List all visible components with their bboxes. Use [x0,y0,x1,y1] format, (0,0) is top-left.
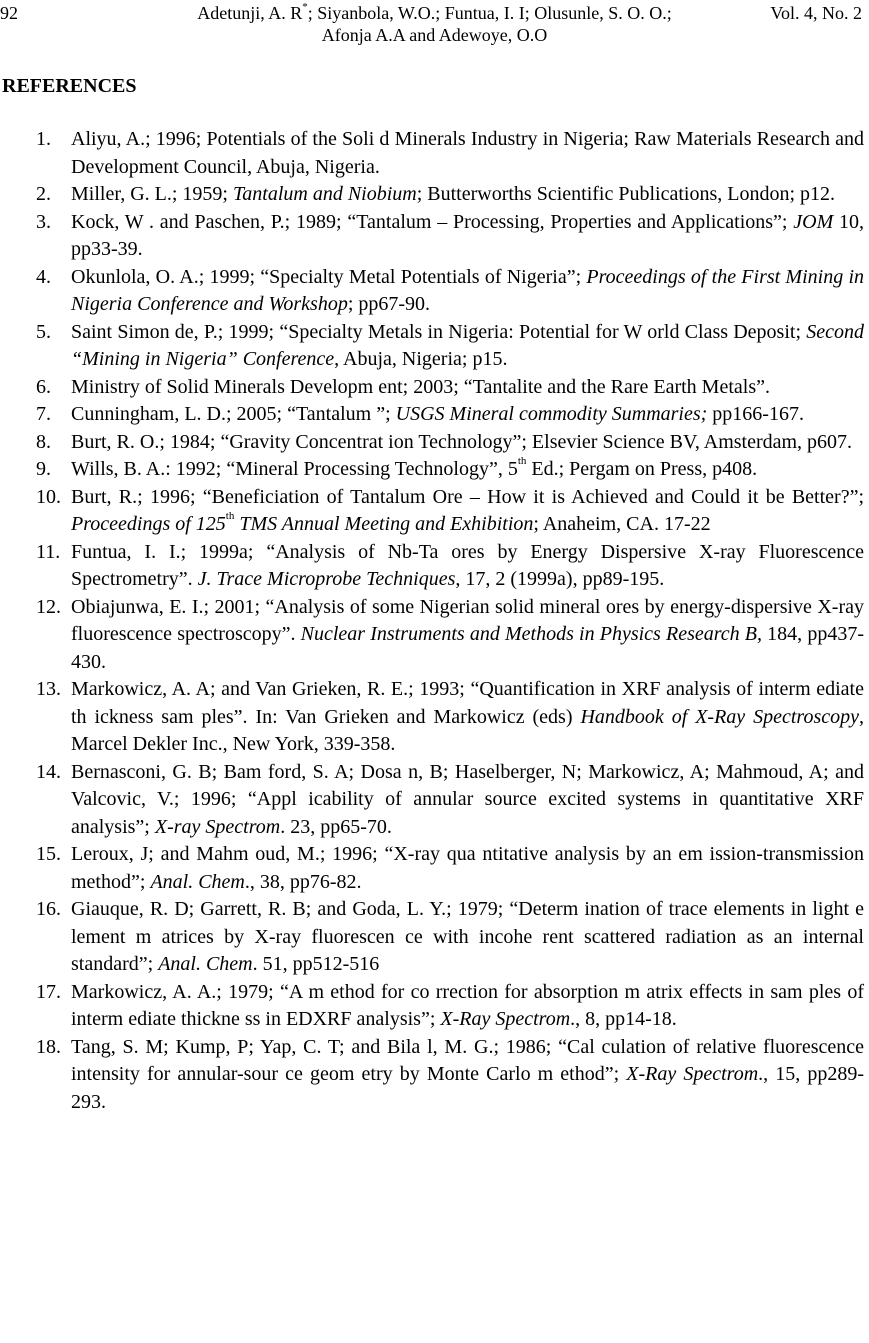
reference-text: Markowicz, A. A; and Van Grieken, R. E.; 1993; “Quantification in XRF analysis of interm ediate th ickness sam ples”. In: Van Grieken and Markowicz (eds) [71,678,864,728]
reference-number: 6. [36,375,51,398]
reference-number: 5. [36,320,51,343]
reference-italic: X-ray Spectrom [154,815,281,838]
reference-text: Saint Simon de, P.; 1999; “Specialty Metals in Nigeria: Potential for W orld Class Deposit; [71,320,807,343]
authors-line-2: Afonja A.A and Adewoye, O.O [321,25,548,45]
reference-italic: JOM [793,210,834,233]
volume-issue: Vol. 4, No. 2 [770,3,862,23]
reference-text: Aliyu, A.; 1996; Potentials of the Soli d Minerals Industry in Nigeria; Raw Materials Research and Development Council, Abuja, Nigeria. [71,128,864,178]
reference-italic-superscript: th [225,510,235,522]
reference-text: ; Anaheim, CA. 17-22 [533,513,711,535]
reference-text: Kock, W . and Paschen, P.; 1989; “Tantalum – Processing, Properties and Applications”; [71,210,794,233]
reference-text: Funtua, I. I.; 1999a; “Analysis of Nb-Ta ores by Energy Dispersive X-ray Fluorescence Spectrometry”. [71,540,864,590]
reference-item [0,374,864,402]
reference-italic: USGS Mineral commodity Summaries; [395,403,708,425]
reference-italic: X-Ray Spectrom [626,1063,759,1085]
reference-number: 3. [36,210,51,233]
reference-item [0,759,864,842]
reference-number: 2. [36,183,51,205]
reference-text: Obiajunwa, E. I.; 2001; “Analysis of some Nigerian solid mineral ores by energy-dispersive X-ray fluorescence spectroscopy”. [71,595,864,645]
reference-text: Cunningham, L. D.; 2005; “Tantalum ”; [71,403,396,425]
reference-number: 11. [36,540,61,563]
reference-item [0,429,864,457]
reference-text: ., 38, pp76-82. [244,870,362,893]
reference-text: Bernasconi, G. B; Bam ford, S. A; Dosa n, B; Haselberger, N; Markowicz, A; Mahmoud, A; and Valcovic, V.; 1996; “Appl icability of annular source excited systems in quantitative XRF analysis”; [71,760,864,838]
reference-italic: Handbook of X-Ray Spectroscopy [580,705,859,728]
reference-italic: TMS Annual Meeting and Exhibition [234,513,534,535]
reference-item [0,1034,864,1117]
reference-text: Giauque, R. D; Garrett, R. B; and Goda, L. Y.; 1979; “Determ ination of trace elements in light e lement m atrices by X-ray fluorescen ce with incohe rent scattered radiation as an internal standard”; [71,898,864,975]
reference-text: ; pp67-90. [347,293,431,315]
reference-text: Miller, G. L.; 1959; [71,183,233,205]
reference-text: Ed.; Pergam on Press, p408. [526,458,758,480]
reference-text: Leroux, J; and Mahm oud, M.; 1996; “X-ray qua ntitative analysis by an em ission-transmission method”; [71,843,864,893]
reference-number: 4. [36,265,51,288]
reference-item [0,126,864,181]
page-number: 92 [0,3,18,23]
reference-text: 10, pp33-39. [71,210,865,260]
authors-line-1: Adetunji, A. R*; Siyanbola, W.O.; Funtua, I. I; Olusunle, S. O. O.; [197,1,672,23]
reference-text: , 17, 2 (1999a), pp89-195. [455,568,665,590]
reference-item [0,264,864,319]
reference-italic: Nuclear Instruments and Methods in Physics Research B, [300,623,763,645]
reference-number: 9. [36,458,51,480]
reference-number: 10. [36,485,61,508]
reference-number: 12. [36,595,61,618]
reference-italic: Proceedings of the First Mining in Nigeria Conference and Workshop [71,265,865,315]
section-title: REFERENCES [2,75,137,97]
running-header [0,2,869,50]
reference-item [0,456,864,484]
reference-item [0,209,864,264]
reference-item [0,319,864,374]
reference-number: 13. [36,678,61,700]
reference-number: 17. [36,980,61,1003]
reference-superscript: th [517,455,527,467]
reference-item [0,841,864,896]
reference-text: ., 15, pp289-293. [71,1063,864,1113]
reference-text: ., 8, pp14-18. [570,1008,677,1030]
reference-italic: Anal. Chem [158,953,253,975]
reference-number: 1. [36,128,51,150]
reference-item [0,676,864,759]
reference-item [0,484,864,539]
reference-text: Burt, R.; 1996; “Beneficiation of Tantalum Ore – How it is Achieved and Could it be Better?”; [71,485,864,508]
reference-item [0,181,864,209]
reference-item [0,594,864,677]
reference-text: ; Butterworths Scientific Publications, London; p12. [416,183,836,205]
reference-text: Burt, R. O.; 1984; “Gravity Concentrat ion Technology”; Elsevier Science BV, Amsterdam, p607. [71,430,853,453]
reference-text: Ministry of Solid Minerals Developm ent; 2003; “Tantalite and the Rare Earth Metals”. [71,375,770,398]
reference-italic: X-Ray Spectrom [440,1008,571,1030]
reference-number: 15. [36,843,61,865]
reference-item [0,979,864,1034]
reference-number: 16. [36,898,61,920]
reference-number: 14. [36,760,61,783]
reference-text: , Abuja, Nigeria; p15. [334,348,508,370]
reference-text: Tang, S. M; Kump, P; Yap, C. T; and Bila l, M. G.; 1986; “Cal culation of relative fluorescence intensity for annular-sour ce geom etry by Monte Carlo m ethod”; [71,1035,864,1085]
reference-item [0,539,864,594]
reference-text: pp166-167. [707,403,804,425]
reference-text: Wills, B. A.: 1992; “Mineral Processing Technology”, 5 [71,458,518,480]
reference-item [0,896,864,979]
reference-number: 8. [36,430,51,453]
reference-italic: Anal. Chem [150,870,245,893]
reference-text: , Marcel Dekler Inc., New York, 339-358. [71,705,864,755]
reference-number: 7. [36,403,51,425]
reference-list [0,126,864,1116]
reference-text: . 23, pp65-70. [280,815,392,838]
reference-number: 18. [36,1035,61,1058]
reference-italic: Tantalum and Niobium [232,183,417,205]
reference-italic: J. Trace Microprobe Techniques [197,568,456,590]
reference-italic: Second “Mining in Nigeria” Conference [71,320,864,370]
reference-text: . 51, pp512-516 [252,953,380,975]
reference-item [0,401,864,429]
reference-italic: Proceedings of 125 [71,513,226,535]
reference-text: 184, pp437-430. [71,623,864,673]
reference-text: Okunlola, O. A.; 1999; “Specialty Metal Potentials of Nigeria”; [71,265,587,288]
reference-text: Markowicz, A. A.; 1979; “A m ethod for co rrection for absorption m atrix effects in sam ples of interm ediate thickne ss in EDXRF analysis”; [71,980,864,1030]
